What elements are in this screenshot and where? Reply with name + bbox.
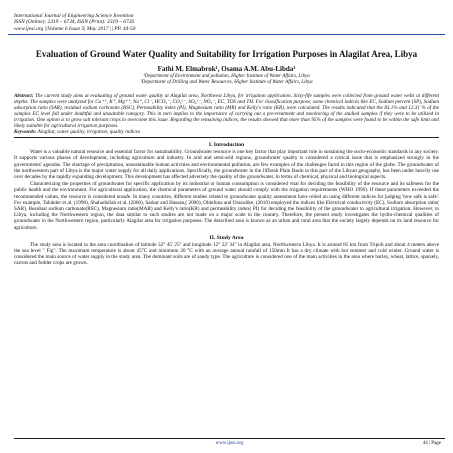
keywords-text: Alagilat, water quality, irrigation, quality indices — [36, 129, 140, 136]
journal-header — [14, 13, 445, 32]
footer-rule — [14, 438, 445, 439]
paper-page — [8, 5, 445, 448]
abstract-text: The current study aims at evaluating of ground water quality at Alagilat area, Northwest Libya, for irrigation application. Sixty-fife samples were collected from ground water wells at different depths. The samples were analyzed for Ca⁺⁺, K⁺, Mg⁺⁺, Na⁺, Cl⁻, HCO₃⁻, CO₃²⁻, SO₄²⁻, NO₃⁻, EC, TDS and TH. For classification purpose, some chemical indices like EC, Sodium percent (SP), Sodium adsorption ratio (SAR), residual sodium carbonate (RSC), Permeability index (PI), Magnesium ratio (MR) and Kelly's ratio (KR), were calculated. The results indicated that the 83.1% and 12.31 % of the samples EC level fall under doubtful and unsuitable category. This in turn implies to the importance of carrying out a pre-treatment and monitoring of the studied samples if they were to be utilized in irrigation. One option is to grow salt tolerant crops to overcome this issue. Regarding the remaining indices, the results showed that more than 95% of the samples were found to be within the safe limit and likely suitable for agricultural irrigation purposes. — [14, 92, 439, 130]
section-heading-introduction: I. Introduction — [208, 142, 245, 149]
header-rule — [8, 34, 445, 35]
abstract — [14, 93, 439, 130]
paper-title: Evaluation of Ground Water Quality and Suitability for Irrigation Purposes in Alagilat Area, Libya — [35, 49, 418, 60]
affiliation-1: ¹Department of Environment and pollution, Higher Institute of Water Affairs, Libya — [143, 74, 310, 80]
page-number: 44 | Page — [422, 441, 441, 446]
abstract-rule — [14, 137, 439, 138]
keywords-label: Keywords: — [14, 129, 37, 136]
journal-name: International Journal of Engineering Science Invention — [14, 13, 134, 19]
keywords — [14, 129, 439, 135]
footer-url[interactable]: www.ijesi.org — [215, 441, 244, 446]
intro-paragraph-1: Water is a valuable natural resource and essential factor for sustainability. Groundwater resource is one key factor that play important role in sustaining the socio-economic standards in any society. It supports various phases of development, including agriculture and industry. In arid and semi-arid regions, groundwater quality is considered a critical issue that is emphasized strongly in the governments' agendas. The shortage of precipitation, unsustainable human activities and environmental pollution, are few examples of the challenges faced in this region of the globe. The groundwater of the northwestern part of Libya is the major water supply for all daily applications. Specifically, the groundwater in the Jiffarah Plain Basin in this part of the Libyan geography, has been under heavily use over decades by the rapidly expanding development. This development has affected adversely the quality of the groundwater, in terms of chemical, physical and biological aspects. — [14, 149, 439, 180]
study-area-paragraph: The study area is located in the area coordination of latitude 32° 45' 25'' and longitude 12° 22' 34'' in Alagilat area, Northwestern Libya. It is around 85 km from Tripoli and about 4 meters above the sea level " Fig". The maximum temperature is about 45°C and minimum 20 °C with an average annual rainfall of 150mm It has a dry climate with hot summer and cold winter. Ground water is considered the main source of water supply in the study area. The dominant soils are of sandy type. The agriculture is considered one of the main activities in the area where barley, wheat, lattice, sparsely, carrots and fodder crops are grown. — [14, 241, 439, 267]
journal-volume: www.ijesi.org ||Volume 6 Issue 5| May 2017 || PP. 44-50 — [14, 25, 136, 32]
affiliation-2: ²Department of Drilling and Water Resources, Higher Institute of Water Affairs, Libya — [140, 80, 313, 86]
abstract-label: Abstract: — [14, 92, 34, 99]
journal-issn: ISSN (Online): 2319 – 6734, ISSN (Print): 2319 – 6726 — [14, 19, 135, 26]
section-heading-study-area: II. Study Area — [209, 234, 244, 241]
page-footer — [14, 438, 445, 446]
authors: Fathi M. Elmabrok¹, Osama A.M. Abu-Libda² — [157, 65, 296, 74]
intro-paragraph-2: Characterizing the properties of groundwater for specific application by its industrial or human consumption is considered vital for deciding the feasibility of the resource and its safeness for the public health and the environment. For agricultural application, the chemical parameters of ground water should comply with the irrigation requirements (WHO 1996). If these parameters exceeded the recommended values, the resource is considered unsafe. In many countries, different studies related to groundwater quality assessment have relied on using different indices for judging 'how safe is safe'. For example, Talukder et al. (1998), Shahadullah et al. (2000), Sarkar and Hassan,( 2006), Obiefuna and Orazulike, (2010) employed the indices like Electrical conductivity (EC), Sodium absorption ratio( SAR), Residual sodium carbonate(RSC), Magnesium ratio(MAR) and Kelly's ratio(KR) and permeability index( PI) for deciding the feasibility of the groundwater to agricultural irrigation. However, in Libya, including the Northwestern region, the data similar to such studies are not made on a major scale in the country. Therefore, the present study investigates the hydro-chemical qualities of groundwater in the Northwestern region, particularly Alagilat area for irrigation purposes. The described area is known as an urban and rural area that the society largely depends on its land resource for agriculture. — [14, 181, 439, 231]
affiliations — [8, 74, 445, 86]
